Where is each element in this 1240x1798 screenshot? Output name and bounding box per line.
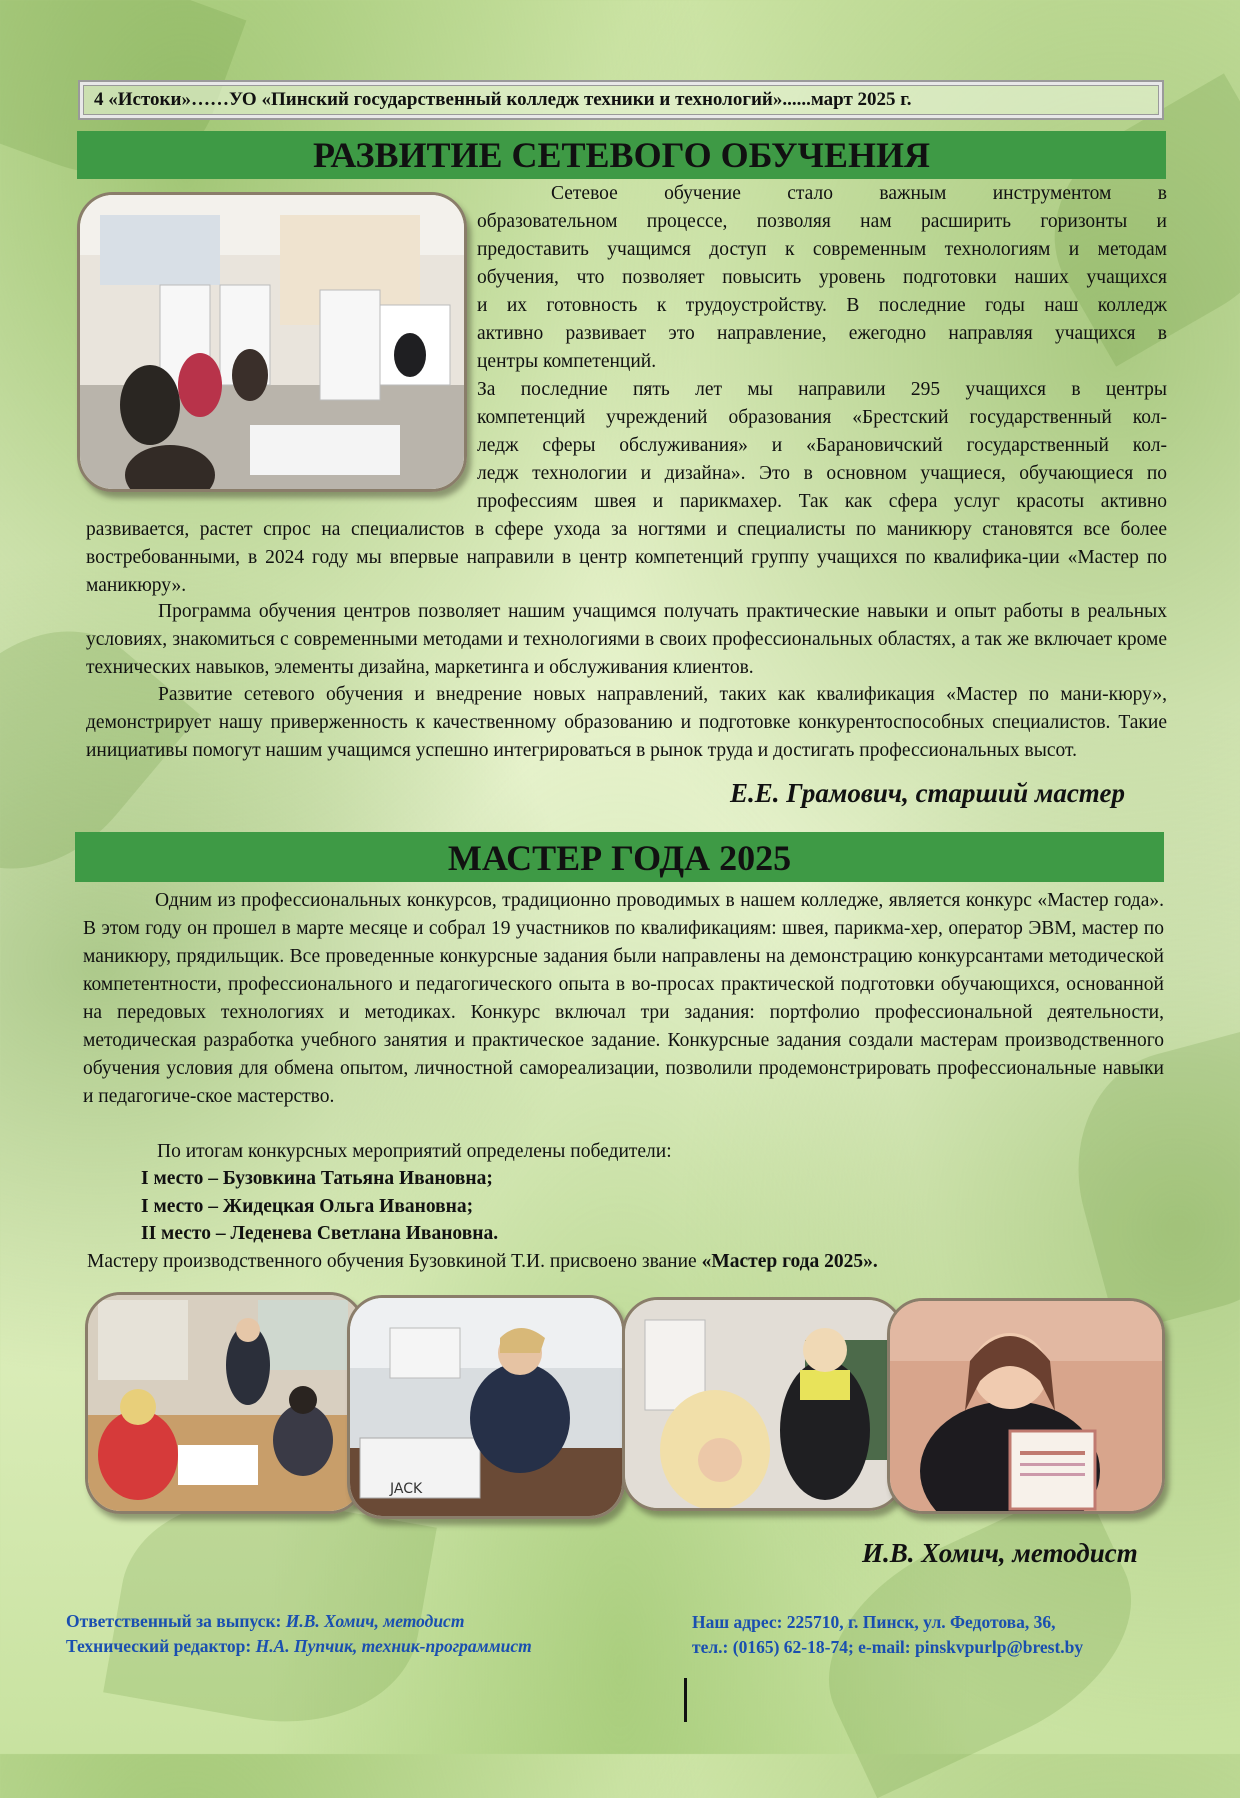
winners-intro: По итогам конкурсных мероприятий определены победители:	[157, 1141, 672, 1162]
section1-paragraph-3: Развитие сетевого обучения и внедрение новых направлений, таких как квалификация «Мастер по мани-кюру», демонстрирует нашу приверженность к качественному образованию и подготовке конкурентоспособных специалистов. Такие инициативы помогут нашим учащимся успешно интегрироваться в рынок труда и достигать профессиональных высот.	[86, 684, 1167, 761]
text-line: ледж технологии и дизайна». Это в основном учащиеся, обучающиеся по	[477, 463, 1167, 484]
section-title-networking: РАЗВИТИЕ СЕТЕВОГО ОБУЧЕНИЯ	[77, 131, 1166, 179]
footer-contacts: тел.: (0165) 62-18-74; e-mail: pinskvpurlp@brest.by	[692, 1637, 1084, 1657]
footer-responsible-name: И.В. Хомич, методист	[285, 1611, 465, 1631]
text-line: компетенций учреждений образования «Брестский государственный кол-	[477, 407, 1167, 428]
footer-address: Наш адрес: 225710, г. Пинск, ул. Федотова, 36,	[692, 1612, 1056, 1632]
footer-tech-editor	[66, 1634, 532, 1659]
footer-right	[692, 1610, 1083, 1660]
text-line: ледж сферы обслуживания» и «Барановичский государственный кол-	[477, 435, 1167, 456]
text-line: Сетевое обучение стало важным инструментом в	[551, 183, 1167, 204]
text-line: обучения, что позволяет повысить уровень подготовки наших учащихся	[477, 267, 1167, 288]
award-text: Мастеру производственного обучения Бузовкиной Т.И. присвоено звание	[87, 1251, 702, 1272]
text-line: и их готовность к трудоустройству. В последние годы наш колледж	[477, 295, 1167, 316]
section1-paragraph-cont: развивается, растет спрос на специалистов в сфере ухода за ногтями и специалисты по маникюру становятся все более востребованными, в 2024 году мы впервые направили в центр компетенций группу учащихся по квалифика-ции «Мастер по маникюру».	[86, 519, 1167, 596]
classroom-image	[80, 195, 464, 489]
footer-responsible-label: Ответственный за выпуск:	[66, 1611, 286, 1631]
header-text: 4 «Истоки»……УО «Пинский государственный колледж техники и технологий»......март 2025 г.	[94, 89, 912, 110]
footer-tech-name: Н.А. Пупчик, техник-программист	[255, 1636, 532, 1656]
winner-name: Бузовкина Татьяна Ивановна;	[222, 1168, 493, 1189]
footer-responsible	[66, 1609, 532, 1634]
section-title-master-of-year: МАСТЕР ГОДА 2025	[75, 832, 1164, 882]
jury-image	[88, 1295, 362, 1511]
award-title: «Мастер года 2025».	[701, 1251, 878, 1272]
svg-text:JACK: JACK	[390, 1481, 423, 1497]
diploma-image	[890, 1301, 1162, 1511]
text-line: предоставить учащимся доступ к современным технологиям и методам	[477, 239, 1167, 260]
section2-paragraph-1: Одним из профессиональных конкурсов, традиционно проводимых в нашем колледже, является конкурс «Мастер года». В этом году он прошел в марте месяце и собрал 19 участников по квалификациям: швея, парикма-хер, оператор ЭВМ, мастер по маникюру, прядильщик. Все проведенные конкурсные задания были направлены на демонстрацию конкурсантами методической компетентности, профессионального и педагогического опыта в во-просах практической подготовки обучающихся, основанной на передовых технологиях и методиках. Конкурс включал три задания: портфолио профессиональной деятельности, методическая разработка учебного занятия и практическое задание. Конкурсные задания создали мастерам производственного обучения условия для обмена опытом, личностной самореализации, позволили продемонстрировать профессиональные навыки и педагогиче-ское мастерство.	[83, 890, 1164, 1107]
winner-2	[141, 1193, 473, 1221]
contest-photo-3	[622, 1297, 904, 1511]
section2-signature: И.В. Хомич, методист	[862, 1538, 1138, 1568]
section1-intro-lines	[477, 180, 1167, 516]
sewing-image	[350, 1298, 622, 1516]
contest-photo-4	[887, 1298, 1165, 1514]
footer-left	[66, 1609, 532, 1659]
winner-name: Леденева Светлана Ивановна.	[230, 1223, 499, 1244]
award-line	[87, 1248, 878, 1276]
contest-photo-1	[85, 1292, 365, 1514]
page-marker	[684, 1678, 687, 1722]
winner-name: Жидецкая Ольга Ивановна;	[222, 1196, 474, 1217]
section1-signature: Е.Е. Грамович, старший мастер	[730, 778, 1125, 808]
section1-paragraph-2: Программа обучения центров позволяет нашим учащимся получать практические навыки и опыт работы в реальных условиях, знакомиться с современными методами и технологиями в своих профессиональных областях, а так же включает кроме технических навыков, элементы дизайна, маркетинга и обслуживания клиентов.	[86, 601, 1167, 678]
winner-place: I место –	[141, 1196, 223, 1217]
winner-place: I место –	[141, 1168, 223, 1189]
text-line: центры компетенций.	[477, 351, 657, 372]
text-line: активно развивает это направление, ежегодно направляя учащихся в	[477, 323, 1167, 344]
text-line: За последние пять лет мы направили 295 учащихся в центры	[477, 379, 1167, 400]
winner-3	[141, 1220, 498, 1248]
page-header	[78, 80, 1164, 120]
contest-photo-2	[347, 1295, 625, 1519]
text-line: профессиям швея и парикмахер. Так как сфера услуг красоты активно	[477, 491, 1167, 512]
hairdresser-image	[625, 1300, 901, 1508]
text-line: образовательном процессе, позволяя нам расширить горизонты и	[477, 211, 1167, 232]
classroom-photo	[77, 192, 467, 492]
footer-tech-label: Технический редактор:	[66, 1636, 256, 1656]
winner-1	[141, 1165, 493, 1193]
winner-place: II место –	[141, 1223, 231, 1244]
